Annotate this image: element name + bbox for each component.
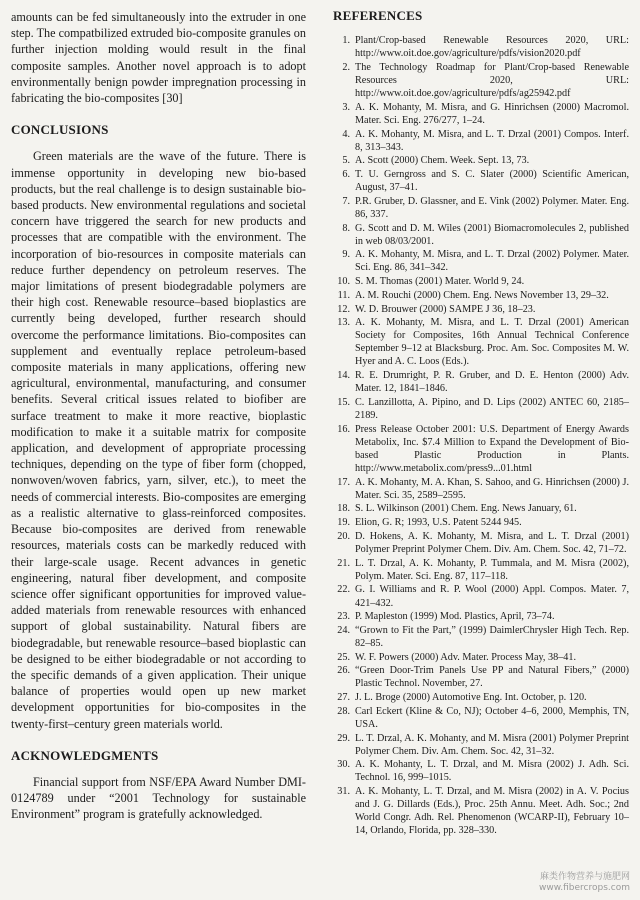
reference-text: R. E. Drumright, P. R. Gruber, and D. E. Henton (2000) Adv. Mater. 12, 1841–1846.: [355, 370, 629, 395]
acknowledgments-heading: ACKNOWLEDGMENTS: [11, 747, 159, 763]
reference-number: 28.: [337, 705, 350, 717]
reference-item: [333, 516, 629, 529]
reference-text: G. I. Williams and R. P. Wool (2000) Appl. Compos. Mater. 7, 421–432.: [355, 584, 629, 609]
reference-item: [333, 691, 629, 704]
conclusions-heading: CONCLUSIONS: [11, 122, 109, 138]
reference-number: 12.: [337, 303, 350, 315]
reference-text: W. D. Brouwer (2000) SAMPE J 36, 18–23.: [355, 303, 536, 315]
reference-item: [333, 128, 629, 154]
reference-number: 18.: [337, 503, 350, 515]
reference-text: A. K. Mohanty, M. Misra, and G. Hinrichsen (2000) Macromol. Mater. Sci. Eng. 276/277, 1–24.: [355, 101, 629, 126]
reference-text: A. Scott (2000) Chem. Week. Sept. 13, 73.: [355, 155, 530, 167]
reference-item: [333, 195, 629, 221]
reference-number: 4.: [342, 128, 350, 140]
reference-text: L. T. Drzal, A. K. Mohanty, P. Tummala, and M. Misra (2002), Polym. Mater. Sci. Eng. 87, 117–118.: [355, 557, 629, 582]
reference-number: 15.: [337, 396, 350, 408]
reference-text: G. Scott and D. M. Wiles (2001) Biomacromolecules 2, published in web 08/03/2001.: [355, 222, 629, 247]
reference-number: 9.: [342, 249, 350, 261]
reference-item: [333, 705, 629, 731]
reference-item: [333, 664, 629, 690]
reference-item: [333, 275, 629, 288]
reference-number: 17.: [337, 476, 350, 488]
reference-number: 1.: [342, 35, 350, 47]
reference-text: P.R. Gruber, D. Glassner, and E. Vink (2002) Polymer. Mater. Eng. 86, 337.: [355, 195, 629, 220]
reference-number: 14.: [337, 370, 350, 382]
reference-item: [333, 557, 629, 583]
reference-text: A. M. Rouchi (2000) Chem. Eng. News November 13, 29–32.: [355, 289, 609, 301]
references-list: [333, 34, 629, 837]
reference-text: Carl Eckert (Kline & Co, NJ); October 4–6, 2000, Memphis, TN, USA.: [355, 705, 629, 730]
reference-number: 2.: [342, 61, 350, 73]
reference-number: 30.: [337, 759, 350, 771]
reference-item: [333, 758, 629, 784]
reference-number: 5.: [342, 155, 350, 167]
reference-number: 25.: [337, 651, 350, 663]
reference-number: 21.: [337, 557, 350, 569]
references-column: [333, 9, 629, 838]
reference-item: [333, 732, 629, 758]
reference-text: The Technology Roadmap for Plant/Crop-based Renewable Resources 2020, URL: http://www.oit.doe.gov/agriculture/pdfs/ag25942.pdf: [355, 61, 629, 100]
reference-number: 22.: [337, 584, 350, 596]
reference-text: A. K. Mohanty, L. T. Drzal, and M. Misra (2002) J. Adh. Sci. Technol. 16, 999–1015.: [355, 759, 629, 784]
reference-number: 31.: [337, 786, 350, 798]
reference-text: P. Mapleston (1999) Mod. Plastics, April, 73–74.: [355, 611, 555, 623]
reference-item: [333, 316, 629, 368]
reference-item: [333, 624, 629, 650]
reference-number: 23.: [337, 611, 350, 623]
reference-item: [333, 222, 629, 248]
reference-item: [333, 34, 629, 60]
reference-number: 26.: [337, 665, 350, 677]
reference-item: [333, 396, 629, 422]
reference-number: 3.: [342, 101, 350, 113]
reference-number: 13.: [337, 317, 350, 329]
reference-item: [333, 168, 629, 194]
left-column: [11, 9, 306, 823]
reference-text: A. K. Mohanty, L. T. Drzal, and M. Misra (2002) in A. V. Pocius and J. G. Dillards (Eds.), Proc. 25th Annu. Meet. Adh. Soc.; 2nd World Congr. Adh. Rel. Phenomenon (WCARP-II), February 10–14, Orlando, Florida, pp. 328–330.: [355, 786, 629, 837]
reference-item: [333, 289, 629, 302]
reference-number: 7.: [342, 195, 350, 207]
reference-text: “Green Door-Trim Panels Use PP and Natural Fibers,” (2000) Plastic Technol. November, 27.: [355, 665, 629, 690]
reference-number: 29.: [337, 732, 350, 744]
reference-text: A. K. Mohanty, M. Misra, and L. T. Drzal (2001) American Society for Composites, 16th Annual Technical Conference September 9–12 at Blacksburg. Proc. Am. Soc. Composites M. W. Hyer and A. C. Loos (Eds.).: [355, 317, 629, 368]
reference-item: [333, 369, 629, 395]
reference-number: 16.: [337, 423, 350, 435]
site-watermark: [539, 872, 630, 894]
reference-item: [333, 583, 629, 609]
reference-text: A. K. Mohanty, M. A. Khan, S. Sahoo, and G. Hinrichsen (2000) J. Mater. Sci. 35, 2589–2595.: [355, 476, 629, 501]
reference-number: 27.: [337, 692, 350, 704]
reference-text: S. L. Wilkinson (2001) Chem. Eng. News January, 61.: [355, 503, 577, 515]
reference-item: [333, 610, 629, 623]
reference-text: A. K. Mohanty, M. Misra, and L. T. Drzal (2001) Compos. Interf. 8, 313–343.: [355, 128, 629, 153]
reference-text: W. F. Powers (2000) Adv. Mater. Process May, 38–41.: [355, 651, 577, 663]
reference-text: Plant/Crop-based Renewable Resources 2020, URL: http://www.oit.doe.gov/agriculture/pdfs/vision2020.pdf: [355, 35, 629, 60]
reference-text: L. T. Drzal, A. K. Mohanty, and M. Misra (2001) Polymer Preprint Polymer Chem. Div. Am. Chem. Soc. 42, 31–32.: [355, 732, 629, 757]
reference-text: D. Hokens, A. K. Mohanty, M. Misra, and L. T. Drzal (2001) Polymer Preprint Polymer Chem. Div. Am. Chem. Soc. 42, 71–72.: [355, 530, 629, 555]
reference-item: [333, 154, 629, 167]
reference-text: Elion, G. R; 1993, U.S. Patent 5244 945.: [355, 517, 522, 529]
reference-number: 6.: [342, 169, 350, 180]
reference-item: [333, 423, 629, 475]
intro-paragraph: amounts can be fed simultaneously into the extruder in one step. The compatbilized extruded bio-composite granules on further injection molding would result in the final composite samples. Another novel approach is to adopt environmentally benign powder impregnation processing in fabricating the bio-composites [30]: [11, 10, 306, 106]
reference-item: [333, 476, 629, 502]
reference-number: 19.: [337, 517, 350, 529]
reference-item: [333, 530, 629, 556]
reference-text: Press Release October 2001: U.S. Department of Energy Awards Metabolix, Inc. $7.4 Million to Expand the Development of Bio-based Plastic Production in Plants. http://www.metabolix.com/press9...01.html: [355, 423, 629, 474]
reference-text: J. L. Broge (2000) Automotive Eng. Int. October, p. 120.: [355, 692, 587, 704]
reference-number: 10.: [337, 276, 350, 288]
conclusions-paragraph: Green materials are the wave of the future. There is immense opportunity in developing new bio-based products, but the real challenge is to design sustainable bio-based products. New environmental regulations and societal concern have triggered the search for new products and processes that are compatible with the environment. The incorporation of bio-resources in composite materials can reduce further dependency on petroleum reserves. The major limitations of present biodegradable polymers are their high cost. Renewable resource–based bioplastics are currently being developed, further research should overcome the performance limitations. Bio-composites can supplement and eventually replace petroleum-based composite materials in many applications, offering new agricultural, environmental, manufacturing, and consumer benefits. Several critical issues related to biofiber are surface treatment to make it more reactive, bioplastic modification to make it a suitable matrix for composite application, and development of appropriate processing techniques, depending on the type of fiber form (chopped, nonwoven/woven fabrics, yarn, silver, etc.), to meet the needs of commercial interests. Bio-composites are emerging as a realistic alternative to glass-reinforced composites. Because bio-composites are derived from renewable resources, materials costs can be markedly reduced with their large-scale usage. Recent advances in genetic engineering, natural fiber development, and composite science offer significant opportunities for improved value-added materials from renewable resources with enhanced support of global sustainability. Natural fibers are biodegradable, but renewable resource–based bioplastic can be designed to be either biodegradable or not according to the specific demands of a given application. Their unique balance of properties would open up new market development opportunities for bio-composites in the twenty-first–century green materials world.: [11, 149, 306, 731]
reference-number: 20.: [337, 530, 350, 542]
reference-number: 11.: [337, 289, 350, 301]
reference-item: [333, 101, 629, 127]
reference-item: [333, 303, 629, 316]
reference-item: [333, 651, 629, 664]
reference-text: T. U. Gerngross and S. C. Slater (2000) Scientific American, August, 37–41.: [355, 169, 629, 194]
reference-number: 8.: [342, 222, 350, 234]
references-heading: REFERENCES: [333, 8, 423, 23]
reference-text: C. Lanzillotta, A. Pipino, and D. Lips (2002) ANTEC 60, 2185–2189.: [355, 396, 629, 422]
reference-item: [333, 502, 629, 515]
reference-item: [333, 785, 629, 837]
reference-text: “Grown to Fit the Part,” (1999) DaimlerChrysler High Tech. Rep. 82–85.: [355, 624, 629, 649]
watermark-line-2: www.fibercrops.com: [539, 883, 630, 893]
reference-item: [333, 248, 629, 274]
watermark-line-1: 麻类作物营养与施肥网: [539, 872, 630, 882]
acknowledgments-paragraph: Financial support from NSF/EPA Award Number DMI-0124789 under “2001 Technology for sustainable Environment” program is gratefully acknowledged.: [11, 774, 306, 822]
reference-text: S. M. Thomas (2001) Mater. World 9, 24.: [355, 276, 525, 288]
reference-text: A. K. Mohanty, M. Misra, and L. T. Drzal (2002) Polymer. Mater. Sci. Eng. 86, 341–342.: [355, 249, 629, 274]
reference-number: 24.: [337, 624, 350, 636]
reference-item: [333, 61, 629, 100]
